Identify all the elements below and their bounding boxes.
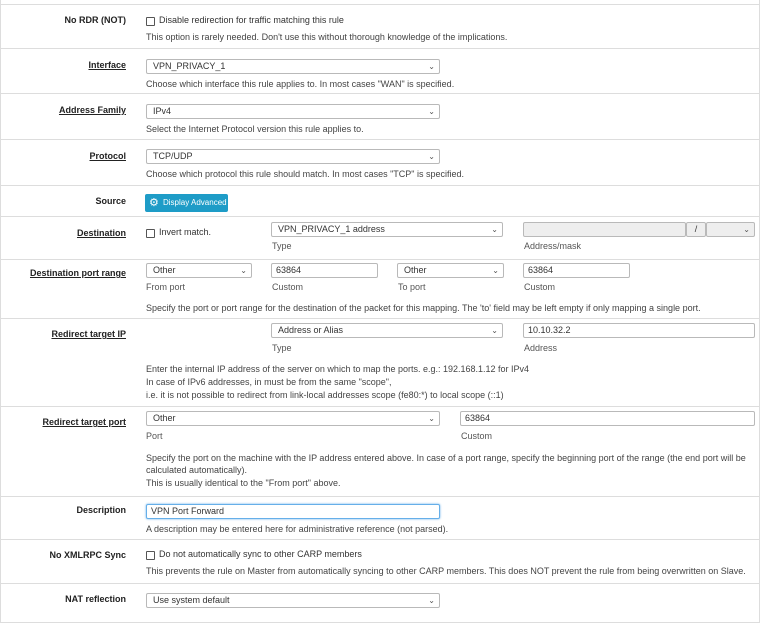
chevron-down-icon: ⌄ — [428, 414, 435, 423]
chevron-down-icon: ⌄ — [491, 225, 498, 234]
redirect-ip-address-input[interactable]: 10.10.32.2 — [523, 323, 755, 338]
destination-mask-select[interactable] — [706, 222, 755, 237]
display-advanced-label: Display Advanced — [163, 198, 227, 207]
redirect-port-help-1: Specify the port on the machine with the IP address entered above. In case of a port range, specify the beginning port of the range (the end port will be — [146, 453, 746, 463]
destination-address-caption: Address/mask — [524, 241, 582, 251]
from-custom-caption: Custom — [272, 282, 304, 292]
no-xmlrpc-help: This prevents the rule on Master from automatically syncing to other CARP members. This does NOT prevent the rule from being overwritten on Slave. — [146, 566, 746, 576]
description-label: Description — [76, 505, 126, 515]
redirect-port-help-3: This is usually identical to the "From port" above. — [146, 478, 341, 488]
address-family-label: Address Family — [58, 105, 126, 115]
chevron-down-icon: ⌄ — [492, 266, 499, 275]
destination-type-select[interactable] — [271, 222, 503, 237]
redirect-port-label: Redirect target port — [42, 417, 126, 427]
display-advanced-button[interactable] — [145, 194, 228, 212]
redirect-ip-type-caption: Type — [272, 343, 292, 353]
row-protocol — [1, 139, 760, 185]
row-no-rdr — [1, 4, 760, 48]
redirect-ip-help-1: Enter the internal IP address of the server on which to map the ports. e.g.: 192.168.1.12 for IPv4 — [146, 364, 530, 374]
interface-select-value: VPN_PRIVACY_1 — [153, 61, 226, 71]
source-label: Source — [95, 196, 126, 206]
redirect-ip-help-3: i.e. it is not possible to redirect from link-local addresses scope (fe80:*) to local scope (::1) — [146, 390, 504, 400]
interface-help: Choose which interface this rule applies to. In most cases "WAN" is specified. — [146, 79, 455, 89]
redirect-port-custom-input[interactable]: 63864 — [460, 411, 755, 426]
destination-label: Destination — [76, 228, 126, 238]
chevron-down-icon: ⌄ — [743, 225, 750, 234]
description-input[interactable]: VPN Port Forward — [146, 504, 440, 519]
chevron-down-icon: ⌄ — [491, 326, 498, 335]
row-source — [1, 185, 760, 216]
no-rdr-help: This option is rarely needed. Don't use this without thorough knowledge of the implications. — [146, 32, 508, 42]
redirect-ip-type-select[interactable] — [271, 323, 503, 338]
mask-separator — [686, 222, 706, 237]
redirect-ip-label: Redirect target IP — [51, 329, 126, 339]
destination-type-value: VPN_PRIVACY_1 address — [278, 224, 385, 234]
from-port-caption: From port — [146, 282, 186, 292]
address-family-select-value: IPv4 — [153, 106, 172, 116]
row-no-xmlrpc — [1, 539, 760, 583]
redirect-ip-help-2: In case of IPv6 addresses, in must be from the same "scope", — [146, 377, 392, 387]
redirect-ip-address-caption: Address — [524, 343, 558, 353]
no-rdr-checkbox[interactable] — [146, 17, 155, 26]
row-nat-reflection — [1, 583, 760, 623]
description-help: A description may be entered here for administrative reference (not parsed). — [146, 524, 449, 534]
row-dest-port-range — [1, 259, 760, 318]
to-port-select[interactable] — [397, 263, 504, 278]
to-port-select-value: Other — [404, 265, 427, 275]
no-xmlrpc-checkbox[interactable] — [146, 551, 155, 560]
to-custom-caption: Custom — [524, 282, 556, 292]
from-port-custom-input[interactable]: 63864 — [271, 263, 378, 278]
no-xmlrpc-label: No XMLRPC Sync — [49, 550, 126, 560]
chevron-down-icon: ⌄ — [428, 152, 435, 161]
chevron-down-icon: ⌄ — [428, 62, 435, 71]
invert-match-label[interactable]: Invert match. — [159, 227, 212, 237]
mask-separator-text: / — [694, 224, 698, 234]
protocol-label: Protocol — [89, 151, 126, 161]
nat-reflection-select-value: Use system default — [153, 595, 230, 605]
row-address-family — [1, 93, 760, 139]
from-port-select[interactable] — [146, 263, 252, 278]
destination-address-input[interactable] — [523, 222, 686, 237]
no-rdr-label: No RDR (NOT) — [64, 15, 126, 25]
row-interface — [1, 48, 760, 93]
nat-reflection-select[interactable] — [146, 593, 440, 608]
address-family-select[interactable] — [146, 104, 440, 119]
redirect-ip-type-value: Address or Alias — [278, 325, 344, 335]
row-redirect-port — [1, 406, 760, 496]
redirect-port-custom-caption: Custom — [461, 431, 493, 441]
dest-port-range-label: Destination port range — [29, 268, 126, 278]
row-destination — [1, 216, 760, 259]
no-xmlrpc-checkbox-label[interactable]: Do not automatically sync to other CARP members — [159, 549, 362, 559]
address-family-help: Select the Internet Protocol version this rule applies to. — [146, 124, 364, 134]
protocol-select[interactable] — [146, 149, 440, 164]
chevron-down-icon: ⌄ — [428, 596, 435, 605]
destination-type-caption: Type — [272, 241, 292, 251]
redirect-port-caption: Port — [146, 431, 163, 441]
protocol-help: Choose which protocol this rule should match. In most cases "TCP" is specified. — [146, 169, 465, 179]
redirect-port-help-2: calculated automatically). — [146, 465, 248, 475]
redirect-port-select[interactable] — [146, 411, 440, 426]
from-port-select-value: Other — [153, 265, 176, 275]
row-redirect-ip — [1, 318, 760, 406]
chevron-down-icon: ⌄ — [240, 266, 247, 275]
to-port-custom-input[interactable]: 63864 — [523, 263, 630, 278]
dest-port-range-help: Specify the port or port range for the destination of the packet for this mapping. The 'to' field may be left empty if only mapping a single port. — [146, 303, 701, 313]
no-rdr-checkbox-label[interactable]: Disable redirection for traffic matching this rule — [159, 15, 344, 25]
interface-label: Interface — [88, 60, 126, 70]
protocol-select-value: TCP/UDP — [153, 151, 193, 161]
chevron-down-icon: ⌄ — [428, 107, 435, 116]
redirect-port-select-value: Other — [153, 413, 176, 423]
interface-select[interactable] — [146, 59, 440, 74]
to-port-caption: To port — [398, 282, 426, 292]
row-description — [1, 496, 760, 539]
nat-reflection-label: NAT reflection — [65, 594, 126, 604]
gear-icon: ⚙ — [149, 197, 159, 209]
invert-match-checkbox[interactable] — [146, 229, 155, 238]
